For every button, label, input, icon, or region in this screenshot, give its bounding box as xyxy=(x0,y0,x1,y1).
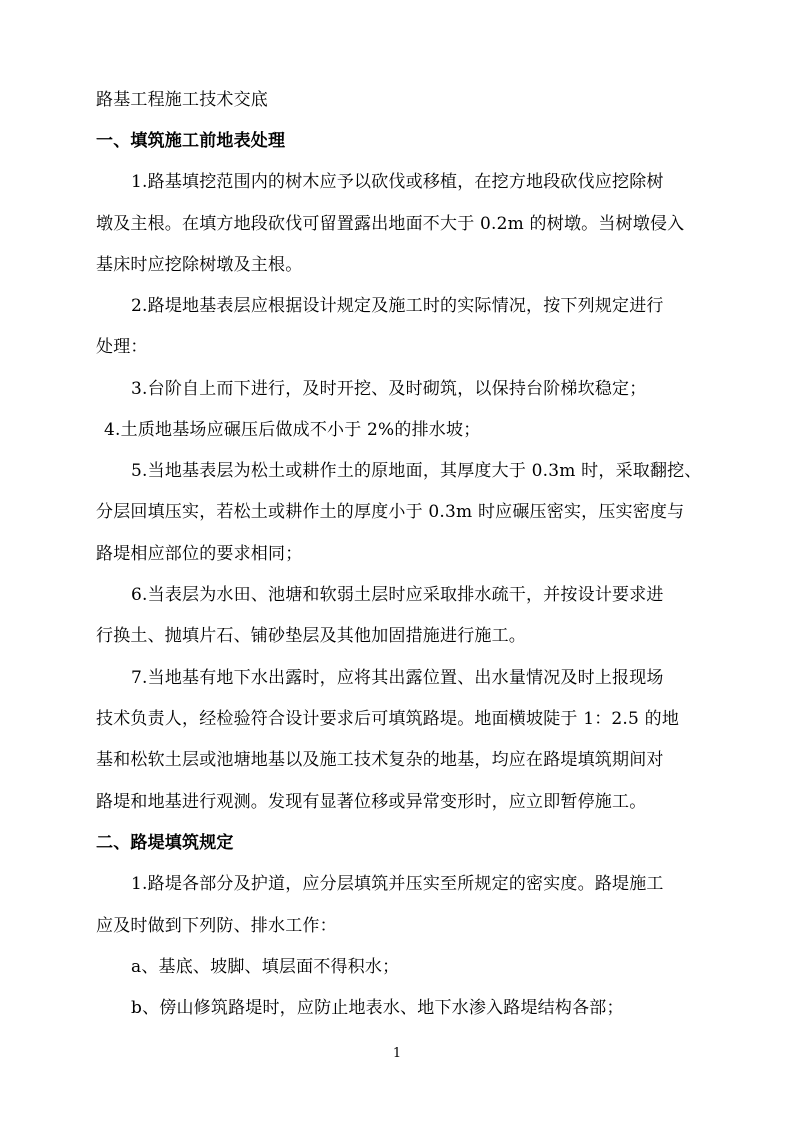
list-item: a、基底、坡脚、填层面不得积水； xyxy=(131,957,400,977)
paragraph-line: 2.路堤地基表层应根据设计规定及施工时的实际情况，按下列规定进行 xyxy=(131,296,664,316)
section-heading-2: 二、路堤填筑规定 xyxy=(96,833,234,853)
paragraph-line: 6.当表层为水田、池塘和软弱土层时应采取排水疏干，并按设计要求进 xyxy=(131,585,664,605)
paragraph-line: 1.路基填挖范围内的树木应予以砍伐或移植，在挖方地段砍伐应挖除树 xyxy=(131,172,664,192)
paragraph-line: 应及时做到下列防、排水工作： xyxy=(96,916,337,936)
paragraph-line: 路堤相应部位的要求相同； xyxy=(96,544,303,564)
paragraph-line: 1.路堤各部分及护道，应分层填筑并压实至所规定的密实度。路堤施工 xyxy=(131,874,664,894)
paragraph-line: 处理： xyxy=(96,337,148,357)
paragraph-line: 墩及主根。在填方地段砍伐可留置露出地面不大于 0.2m 的树墩。当树墩侵入 xyxy=(96,214,685,234)
section-heading-1: 一、填筑施工前地表处理 xyxy=(96,131,286,151)
paragraph-line: 3.台阶自上而下进行，及时开挖、及时砌筑，以保持台阶梯坎稳定； xyxy=(131,379,647,399)
paragraph-line: 基床时应挖除树墩及主根。 xyxy=(96,255,303,275)
paragraph-line: 基和松软土层或池塘地基以及施工技术复杂的地基，均应在路堤填筑期间对 xyxy=(96,750,664,770)
paragraph-line: 行换土、抛填片石、铺砂垫层及其他加固措施进行施工。 xyxy=(96,626,526,646)
paragraph-line: 路堤和地基进行观测。发现有显著位移或异常变形时，应立即暂停施工。 xyxy=(96,792,647,812)
paragraph-line: 4.土质地基场应碾压后做成不小于 2%的排水坡； xyxy=(104,420,481,440)
page-number: 1 xyxy=(392,1046,402,1061)
paragraph-line: 分层回填压实，若松土或耕作土的厚度小于 0.3m 时应碾压密实，压实密度与 xyxy=(96,502,685,522)
document-title: 路基工程施工技术交底 xyxy=(96,90,268,110)
list-item: b、傍山修筑路堤时，应防止地表水、地下水渗入路堤结构各部； xyxy=(131,998,624,1018)
paragraph-line: 技术负责人，经检验符合设计要求后可填筑路堤。地面横坡陡于 1：2.5 的地 xyxy=(96,709,680,729)
paragraph-line: 7.当地基有地下水出露时，应将其出露位置、出水量情况及时上报现场 xyxy=(131,668,664,688)
paragraph-line: 5.当地基表层为松土或耕作土的原地面，其厚度大于 0.3m 时，采取翻挖、 xyxy=(131,461,702,481)
